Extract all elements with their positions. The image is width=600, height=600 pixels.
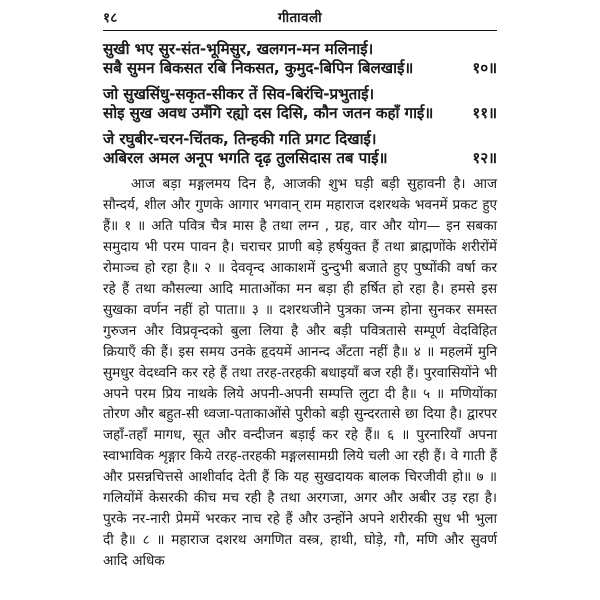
running-head-title: गीतावली (277, 10, 323, 26)
verse-line-text: जे रघुबीर-चरन-चिंतक, तिन्हकी गति प्रगट दिखाई। (103, 129, 377, 148)
verse-block-pada-10 (103, 40, 497, 79)
verse-line-number: ११॥ (472, 104, 497, 123)
verse-line (103, 85, 497, 104)
verse-line-text: अबिरल अमल अनूप भगति दृढ़ तुलसिदास तब पाई॥ (103, 149, 388, 168)
verse-line (103, 40, 497, 59)
commentary-prose-block (103, 174, 497, 571)
verse-line-number: १२॥ (472, 149, 497, 168)
verse-line-text: जो सुखसिंधु-सकृत-सीकर तें सिव-बिरंचि-प्रभुताई। (103, 84, 375, 103)
verse-line-text: सोइ सुख अवध उमँगि रह्यो दस दिसि, कौन जतन कहाँ गाई॥ (103, 104, 434, 123)
verse-line-text: सुखी भए सुर-संत-भूमिसुर, खलगन-मन मलिनाई। (103, 40, 374, 58)
commentary-paragraph: आज बड़ा मङ्गलमय दिन है, आजकी शुभ घड़ी बड़ी सुहावनी है। आज सौन्दर्य, शील और गुणके आगार भगवान् राम महाराज दशरथके भवनमें प्रकट हुए हैं॥ १ ॥ अति पवित्र चैत्र मास है तथा लग्न , ग्रह, वार और योग— इन सबका समुदाय भी परम पावन है। चराचर प्राणी बड़े हर्षयुक्त हैं तथा ब्राह्मणोंके शरीरोंमें रोमाञ्च हो रहा है॥ २ ॥ देववृन्द आकाशमें दुन्दुभी बजाते हुए पुष्पोंकी वर्षा कर रहे हैं तथा कौसल्या आदि माताओंका मन बड़ा ही हर्षित हो रहा है। हमसे इस सुखका वर्णन नहीं हो पाता॥ ३ ॥ दशरथजीने पुत्रका जन्म होना सुनकर समस्त गुरुजन और विप्रवृन्दको बुला लिया है और बड़ी पवित्रतासे सम्पूर्ण वेदविहित क्रियाएँ की हैं। इस समय उनके हृदयमें आनन्द अँटता नहीं है॥ ४ ॥ महलमें मुनि सुमधुर वेदध्वनि कर रहे हैं तथा तरह-तरहकी बधाइयाँ बज रही हैं। पुरवासियोंने भी अपने परम प्रिय नाथके लिये अपनी-अपनी सम्पत्ति लुटा दी है॥ ५ ॥ मणियोंका तोरण और बहुत-सी ध्वजा-पताकाओंसे पुरीको बड़ी सुन्दरतासे छा दिया है। द्वारपर जहाँ-तहाँ मागध, सूत और वन्दीजन बड़ाई कर रहे हैं॥ ६ ॥ पुरनारियाँ अपना स्वाभाविक शृङ्गार किये तरह-तरहकी मङ्गलसामग्री लिये चली आ रही हैं। वे गाती हैं और प्रसन्नचित्तसे आशीर्वाद देती हैं कि यह सुखदायक बालक चिरजीवी हो॥ ७ ॥ गलियोंमें केसरकी कीच मच रही है तथा अरगजा, अगर और अबीर उड़ रहा है। पुरके नर-नारी प्रेममें भरकर नाच रहे हैं और उन्होंने अपने शरीरकी सुध भी भुला दी है॥ ८ ॥ महाराज दशरथ अगणित वस्त्र, हाथी, घोड़े, गौ, मणि और सुवर्ण आदि अधिक (103, 176, 497, 569)
verse-block-pada-12 (103, 130, 497, 169)
verse-line-number: १०॥ (472, 59, 497, 78)
header-divider-rule (103, 30, 497, 31)
verse-line (103, 104, 497, 123)
verse-line (103, 149, 497, 168)
verse-line (103, 130, 497, 149)
page-folio-number: १८ (103, 10, 118, 26)
verse-line (103, 59, 497, 78)
verse-block-pada-11 (103, 85, 497, 124)
running-head (103, 7, 497, 29)
verse-line-text: सबै सुमन बिकसत रबि निकसत, कुमुद-बिपिन बिलखाई॥ (103, 59, 414, 78)
